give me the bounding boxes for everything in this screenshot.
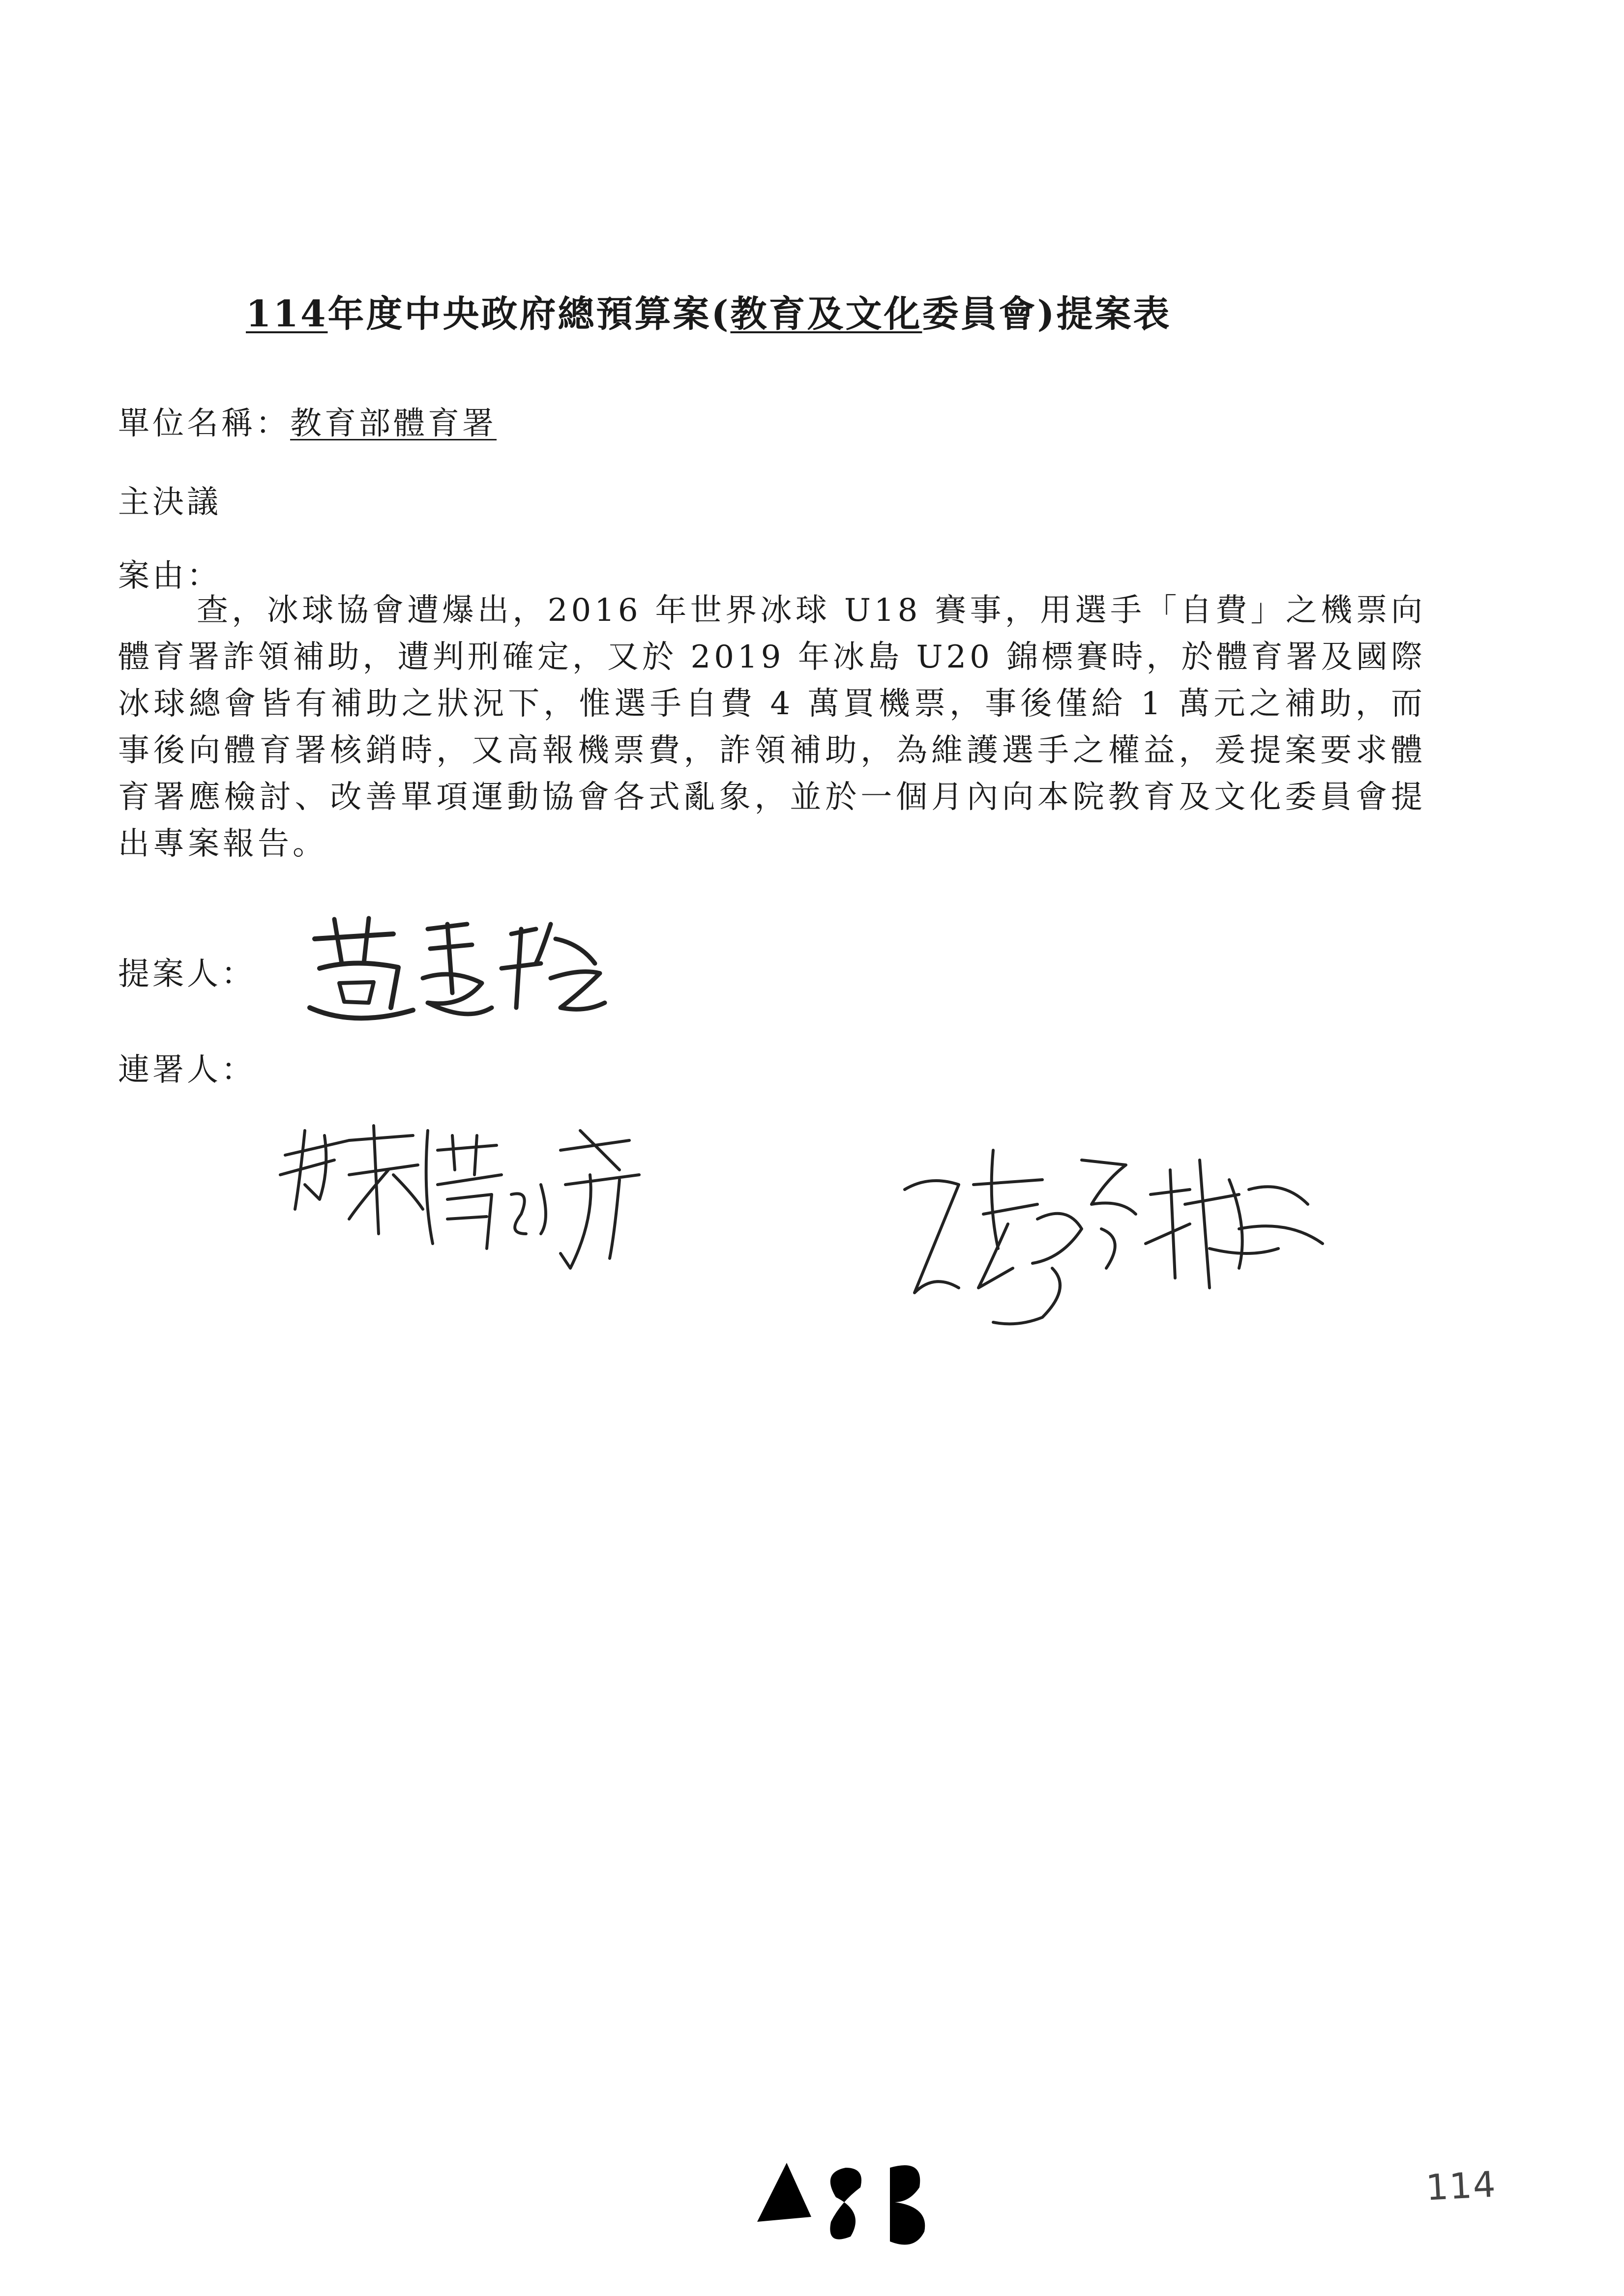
title-part2: 委員會)提案表: [922, 293, 1172, 335]
unit-line: [118, 398, 497, 443]
unit-label: 單位名稱：: [118, 406, 290, 442]
reason-text: 查，冰球協會遭爆出，2016 年世界冰球 U18 賽事，用選手「自費」之機票向體育署詐領補助，遭判刑確定，又於 2019 年冰島 U20 錦標賽時，於體育署及國際冰球總會皆有補助之狀況下，惟選手自費 4 萬買機票，事後僅給 1 萬元之補助，而事後向體育署核銷時，又高報機票費，詐領補助，為維護選手之權益，爰提案要求體育署應檢討、改善單項運動協會各式亂象，並於一個月內向本院教育及文化委員會提出專案報告。: [118, 592, 1426, 862]
document-title: [246, 285, 1377, 337]
main-resolution-label: 主決議: [118, 484, 221, 521]
reason-label: 案由：: [118, 558, 221, 594]
handwritten-page-number: [747, 2153, 954, 2253]
cosigner-label: 連署人：: [118, 1052, 256, 1088]
proposer-signature: [305, 909, 610, 1027]
corner-page-number: 114: [1424, 2163, 1498, 2209]
proposer-label: 提案人：: [118, 956, 256, 992]
title-year: 114: [246, 293, 328, 335]
cosigner-signature-1: [275, 1121, 659, 1283]
cosigner-signature-2: [895, 1131, 1337, 1337]
title-part1: 年度中央政府總預算案(: [327, 293, 731, 335]
unit-value: 教育部體育署: [290, 406, 497, 442]
title-committee: 教育及文化: [730, 293, 922, 335]
